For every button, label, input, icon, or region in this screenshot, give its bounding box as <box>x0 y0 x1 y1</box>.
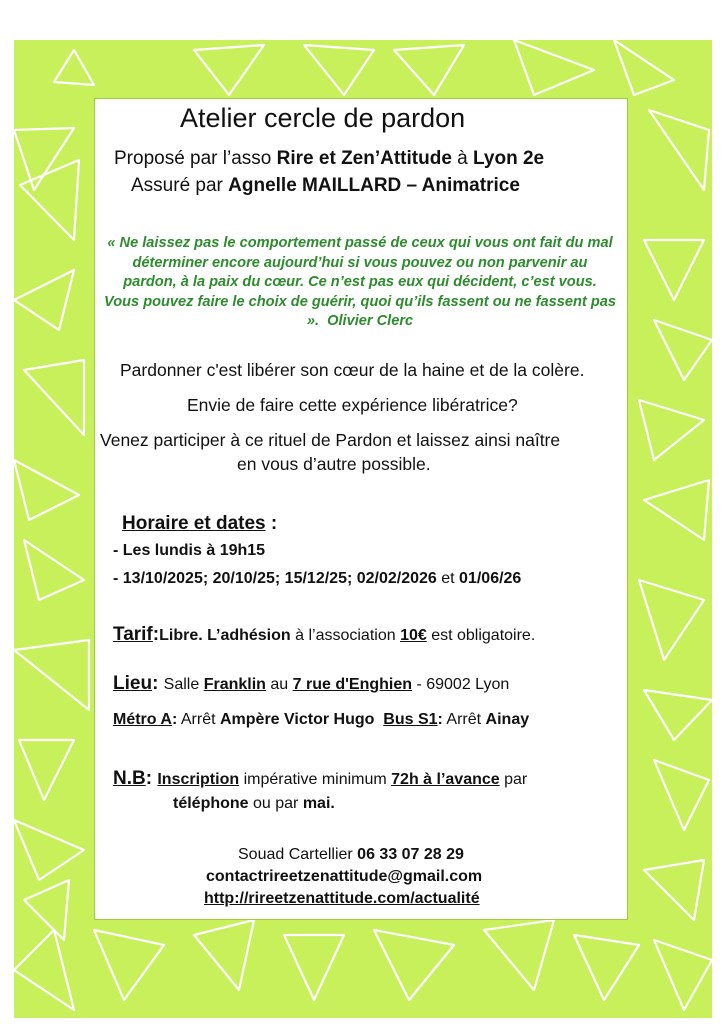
lieu-room: Franklin <box>203 676 266 693</box>
contact-url-link[interactable]: http://rireetzenattitude.com/actualité <box>204 890 480 907</box>
note-mail-word: mai. <box>302 795 335 812</box>
metro-text: Arrêt <box>177 711 220 728</box>
lieu-text-3: - 69002 Lyon <box>412 676 510 693</box>
intro-line-2: Envie de faire cette expérience libératrice? <box>187 395 518 415</box>
bus-colon: : <box>437 711 443 728</box>
metro-stop: Ampère Victor Hugo <box>219 711 375 728</box>
bus-label: Bus S1 <box>383 711 438 728</box>
association-name: Rire et Zen’Attitude <box>276 148 452 169</box>
tarif-label: Tarif <box>113 624 153 645</box>
schedule-dates: - 13/10/2025; 20/10/25; 15/12/25; 02/02/2026 <box>113 570 437 587</box>
assured-prefix: Assuré par <box>131 175 229 196</box>
metro-colon: : <box>171 711 178 728</box>
note-text-1: impérative minimum <box>239 771 392 788</box>
lieu-text-2: au <box>265 676 293 693</box>
lieu-line <box>113 673 509 695</box>
schedule-last-date: 01/06/26 <box>459 570 522 587</box>
intro-line-1: Pardonner c'est libérer son cœur de la haine et de la colère. <box>120 360 585 380</box>
bus-stop: Ainay <box>485 711 530 728</box>
tarif-price: 10€ <box>400 627 427 644</box>
bus-text: Arrêt <box>442 711 486 728</box>
tarif-text-3: est obligatoire. <box>426 627 536 644</box>
lieu-address: 7 rue d'Enghien <box>292 676 412 693</box>
lieu-label: Lieu <box>113 673 153 694</box>
schedule-heading-text: Horaire et dates <box>122 513 266 534</box>
transport-line <box>113 711 529 729</box>
contact-email[interactable]: contactrireetzenattitude@gmail.com <box>206 868 483 885</box>
tarif-line <box>113 624 535 646</box>
note-inscription: Inscription <box>157 771 240 788</box>
schedule-item-1: - Les lundis à 19h15 <box>113 542 266 559</box>
intro-line-3b: en vous d’autre possible. <box>237 454 431 474</box>
note-line-2 <box>173 795 335 813</box>
proposed-mid: à <box>451 148 474 169</box>
schedule-item-2 <box>113 570 521 588</box>
animator-name: Agnelle MAILLARD – Animatrice <box>228 175 520 196</box>
tarif-text-1: Libre. L’adhésion <box>159 627 291 644</box>
note-label: N.B <box>113 768 146 789</box>
contact-phone: 06 33 07 28 29 <box>357 846 464 863</box>
note-colon: : <box>145 768 158 789</box>
schedule-and: et <box>436 570 460 587</box>
schedule-heading <box>122 513 277 535</box>
proposed-prefix: Proposé par l’asso <box>114 148 277 169</box>
page-title: Atelier cercle de pardon <box>180 103 466 133</box>
lieu-text-1: Salle <box>163 676 204 693</box>
schedule-heading-colon: : <box>265 513 278 534</box>
note-delay: 72h à l’avance <box>391 771 500 788</box>
tarif-colon: : <box>152 624 160 645</box>
lieu-colon: : <box>152 673 164 694</box>
quote-text: « Ne laissez pas le comportement passé de ceux qui vous ont fait du mal déterminer encore aujourd’hui si vous pouvez ou non parvenir au pardon, à la paix du cœur. Ce n’est pas eux qui décident, c’est vous. Vous pouvez faire le choix de guérir, quoi qu’ils fassent ou ne fassent pas ». <box>104 235 616 329</box>
note-line-1 <box>113 768 527 790</box>
note-text-3: ou par <box>248 795 303 812</box>
assured-line <box>131 175 520 197</box>
quote-block <box>104 234 616 332</box>
city: Lyon 2e <box>473 148 545 169</box>
tarif-text-2: à l’association <box>290 627 401 644</box>
intro-line-3a: Venez participer à ce rituel de Pardon et laissez ainsi naître <box>100 430 561 450</box>
proposed-line <box>114 148 544 170</box>
quote-author: Olivier Clerc <box>327 313 414 329</box>
metro-label: Métro A <box>113 711 172 728</box>
note-phone-word: téléphone <box>173 795 249 812</box>
note-text-2: par <box>499 771 528 788</box>
contact-phone-line <box>238 846 464 864</box>
contact-name: Souad Cartellier <box>238 846 358 863</box>
